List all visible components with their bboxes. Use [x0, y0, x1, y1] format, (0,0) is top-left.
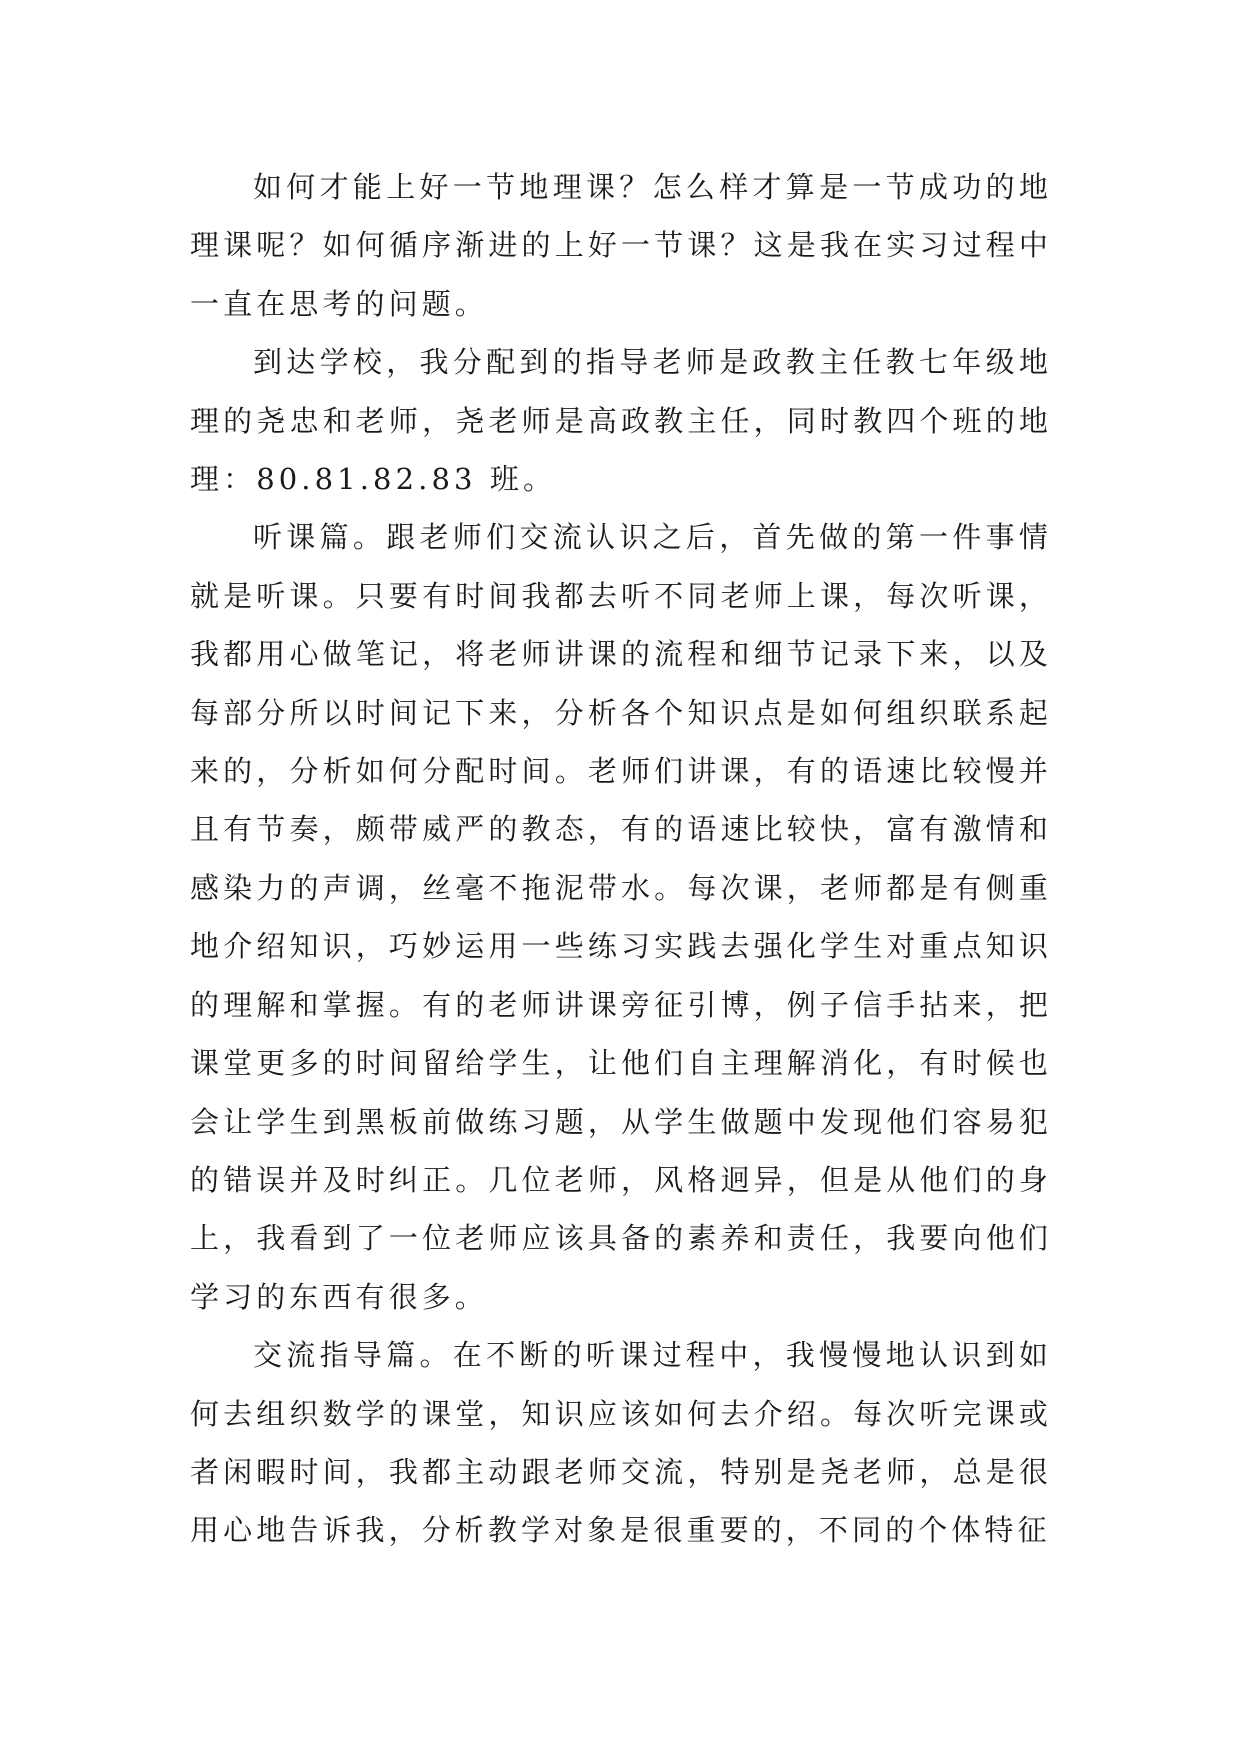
paragraph-school: 到达学校，我分配到的指导老师是政教主任教七年级地理的尧忠和老师，尧老师是高政教主任，同时教四个班的地理：80.81.82.83 班。 [190, 345, 1052, 497]
paragraph-lesson-observation: 听课篇。跟老师们交流认识之后，首先做的第一件事情就是听课。只要有时间我都去听不同老师上课，每次听课，我都用心做笔记，将老师讲课的流程和细节记录下来，以及每部分所以时间记下来，分析各个知识点是如何组织联系起来的，分析如何分配时间。老师们讲课，有的语速比较慢并且有节奏，颇带威严的教态，有的语速比较快，富有激情和感染力的声调，丝毫不拖泥带水。每次课，老师都是有侧重地介绍知识，巧妙运用一些练习实践去强化学生对重点知识的理解和掌握。有的老师讲课旁征引博，例子信手拈来，把课堂更多的时间留给学生，让他们自主理解消化，有时候也会让学生到黑板前做练习题，从学生做题中发现他们容易犯的错误并及时纠正。几位老师，风格迥异，但是从他们的身上，我看到了一位老师应该具备的素养和责任，我要向他们学习的东西有很多。 [190, 520, 1052, 1314]
paragraph-exchange-guidance: 交流指导篇。在不断的听课过程中，我慢慢地认识到如何去组织数学的课堂，知识应该如何去介绍。每次听完课或者闲暇时间，我都主动跟老师交流，特别是尧老师，总是很用心地告诉我，分析教学对象是很重要的，不同的个体特征 [190, 1338, 1052, 1548]
paragraph-intro: 如何才能上好一节地理课？怎么样才算是一节成功的地理课呢？如何循序渐进的上好一节课？这是我在实习过程中一直在思考的问题。 [190, 170, 1052, 321]
document-body [190, 158, 1052, 1560]
